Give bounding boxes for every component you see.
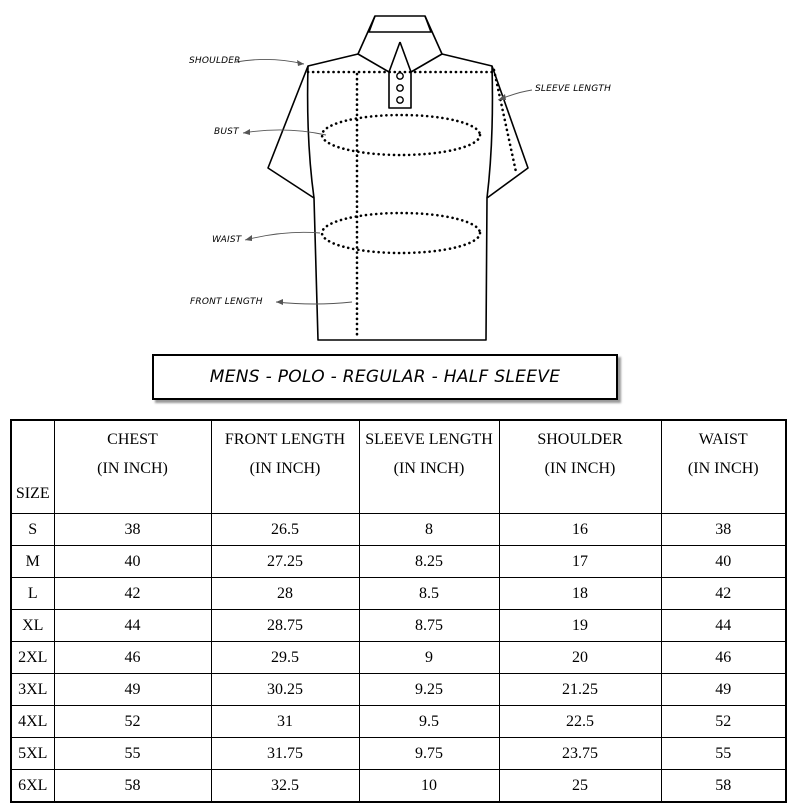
chest-cell: 44 <box>54 610 211 642</box>
front-length-cell: 28 <box>211 578 359 610</box>
waist-label: WAIST <box>212 235 242 245</box>
size-cell: S <box>11 514 54 546</box>
shoulder-label: SHOULDER <box>189 56 241 66</box>
column-name: WAIST <box>698 431 748 448</box>
sleeve-length-cell: 8 <box>359 514 499 546</box>
size-cell: M <box>11 546 54 578</box>
polo-shirt-drawing <box>0 0 800 350</box>
size-cell: XL <box>11 610 54 642</box>
waist-column-header <box>661 420 786 514</box>
size-cell: 5XL <box>11 738 54 770</box>
shoulder-cell: 22.5 <box>499 706 661 738</box>
table-row <box>11 578 786 610</box>
chest-cell: 38 <box>54 514 211 546</box>
chest-column-header <box>54 420 211 514</box>
waist-measure-line <box>322 213 480 253</box>
sleeve-length-cell: 10 <box>359 770 499 803</box>
arrowhead <box>297 60 304 66</box>
bust-pointer <box>243 130 326 135</box>
chest-cell: 52 <box>54 706 211 738</box>
collar-left-wing <box>358 16 400 72</box>
column-name: CHEST <box>107 431 158 448</box>
waist-cell: 46 <box>661 642 786 674</box>
bust-measure-line <box>322 115 480 155</box>
sleeve-length-cell: 9.75 <box>359 738 499 770</box>
chest-cell: 40 <box>54 546 211 578</box>
table-row <box>11 706 786 738</box>
column-unit: (IN INCH) <box>249 460 321 477</box>
column-name: SHOULDER <box>537 431 623 448</box>
table-header-row <box>11 420 786 514</box>
waist-cell: 44 <box>661 610 786 642</box>
sleeve-length-cell: 8.75 <box>359 610 499 642</box>
table-row <box>11 546 786 578</box>
collar-right-wing <box>400 16 442 72</box>
button <box>397 85 403 91</box>
front-length-cell: 29.5 <box>211 642 359 674</box>
right-armhole <box>487 66 492 198</box>
waist-cell: 55 <box>661 738 786 770</box>
front-length-label: FRONT LENGTH <box>190 297 263 307</box>
waist-cell: 40 <box>661 546 786 578</box>
chest-cell: 49 <box>54 674 211 706</box>
size-cell: 6XL <box>11 770 54 803</box>
column-unit: (IN INCH) <box>544 460 616 477</box>
arrowhead <box>245 235 252 241</box>
shoulder-cell: 18 <box>499 578 661 610</box>
front-length-cell: 31.75 <box>211 738 359 770</box>
waist-cell: 42 <box>661 578 786 610</box>
collar-band <box>369 16 431 32</box>
waist-cell: 58 <box>661 770 786 803</box>
sleeve-length-label: SLEEVE LENGTH <box>535 84 612 94</box>
shoulder-cell: 16 <box>499 514 661 546</box>
sleeve-length-column-header <box>359 420 499 514</box>
waist-cell: 49 <box>661 674 786 706</box>
shoulder-cell: 20 <box>499 642 661 674</box>
front-length-cell: 28.75 <box>211 610 359 642</box>
sleeve-length-cell: 8.25 <box>359 546 499 578</box>
chest-cell: 42 <box>54 578 211 610</box>
arrowhead <box>243 129 250 135</box>
size-cell: 4XL <box>11 706 54 738</box>
shoulder-column-header <box>499 420 661 514</box>
column-unit: (IN INCH) <box>97 460 168 477</box>
waist-pointer <box>245 232 320 240</box>
front-length-column-header <box>211 420 359 514</box>
shoulder-cell: 17 <box>499 546 661 578</box>
size-cell: L <box>11 578 54 610</box>
front-length-cell: 32.5 <box>211 770 359 803</box>
front-length-cell: 30.25 <box>211 674 359 706</box>
bust-label: BUST <box>214 127 239 137</box>
front-length-pointer <box>276 302 352 304</box>
size-cell: 2XL <box>11 642 54 674</box>
shoulder-pointer <box>236 59 304 64</box>
table-row <box>11 674 786 706</box>
table-row <box>11 770 786 803</box>
column-unit: (IN INCH) <box>393 460 465 477</box>
sleeve-length-cell: 9.25 <box>359 674 499 706</box>
waist-cell: 38 <box>661 514 786 546</box>
button <box>397 73 403 79</box>
shoulder-cell: 21.25 <box>499 674 661 706</box>
chest-cell: 55 <box>54 738 211 770</box>
front-length-cell: 27.25 <box>211 546 359 578</box>
column-name: SLEEVE LENGTH <box>365 431 493 448</box>
size-column-header: SIZE <box>11 420 54 514</box>
page-title: MENS - POLO - REGULAR - HALF SLEEVE <box>209 367 561 387</box>
table-row <box>11 642 786 674</box>
column-name: FRONT LENGTH <box>224 431 346 448</box>
column-unit: (IN INCH) <box>687 460 759 477</box>
sleeve-length-cell: 9.5 <box>359 706 499 738</box>
shoulder-cell: 25 <box>499 770 661 803</box>
table-row <box>11 610 786 642</box>
front-length-cell: 26.5 <box>211 514 359 546</box>
shoulder-cell: 23.75 <box>499 738 661 770</box>
size-chart-table <box>10 419 787 803</box>
chest-cell: 58 <box>54 770 211 803</box>
sleeve-length-cell: 9 <box>359 642 499 674</box>
button <box>397 97 403 103</box>
front-length-cell: 31 <box>211 706 359 738</box>
arrowhead <box>276 299 283 305</box>
waist-cell: 52 <box>661 706 786 738</box>
size-cell: 3XL <box>11 674 54 706</box>
sleeve-length-cell: 8.5 <box>359 578 499 610</box>
shoulder-cell: 19 <box>499 610 661 642</box>
sleeve-measure-line <box>494 70 516 172</box>
table-row <box>11 738 786 770</box>
chest-cell: 46 <box>54 642 211 674</box>
table-row <box>11 514 786 546</box>
title-banner <box>152 354 618 400</box>
polo-measurement-diagram <box>0 0 800 350</box>
